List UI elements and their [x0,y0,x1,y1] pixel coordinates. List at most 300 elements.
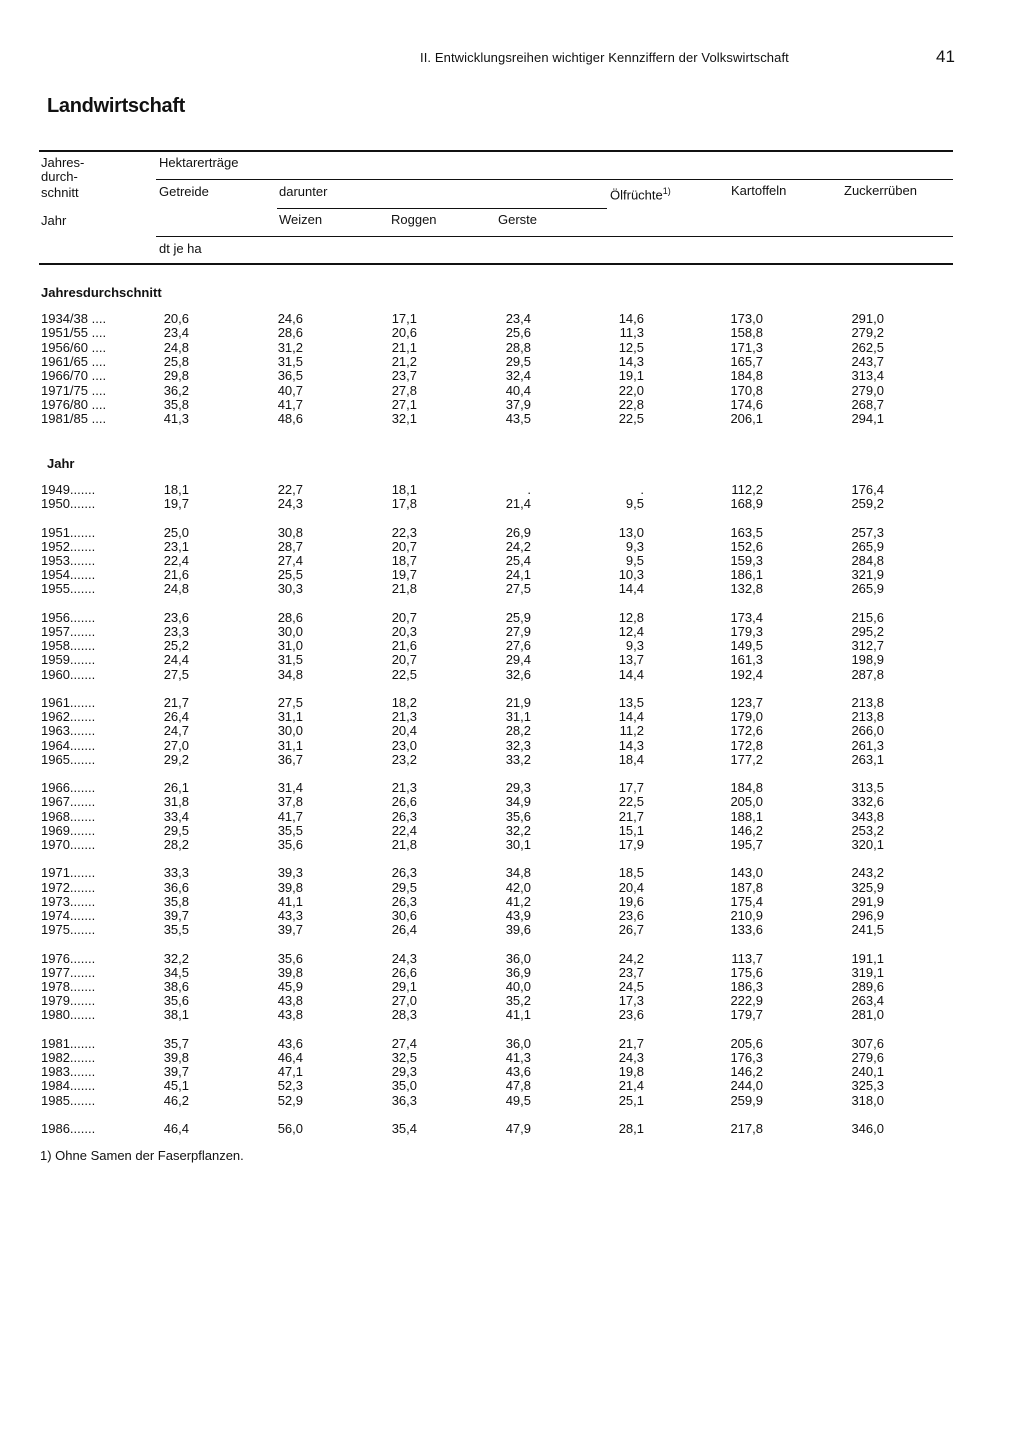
cell-kartoffeln: 175,6 [730,964,763,980]
cell-roggen: 36,3 [391,1092,417,1108]
table-row [39,554,953,568]
row-label [41,980,95,994]
cell-kartoffeln: 173,0 [730,311,763,326]
cell-zuckerrueben: 346,0 [851,1121,884,1136]
cell-weizen: 39,3 [277,865,303,881]
cell-zuckerrueben: 279,2 [851,325,884,341]
row-label [41,710,95,724]
cell-kartoffeln: 146,2 [730,822,763,838]
cell-zuckerrueben: 325,3 [851,1078,884,1094]
cell-roggen: 18,1 [391,482,417,497]
cell-oelfruechte: 24,2 [618,950,644,966]
row-label [41,1051,95,1065]
row-label-text: 1961/65 [41,353,88,369]
table-row [39,639,953,653]
cell-zuckerrueben: 265,9 [851,581,884,597]
cell-oelfruechte: 21,4 [618,1078,644,1094]
table-rule-bottom [39,263,953,265]
row-label [41,568,95,582]
cell-getreide: 25,8 [163,353,189,369]
cell-roggen: 26,3 [391,865,417,881]
row-label-text: 1971/75 [41,382,88,398]
cell-weizen: 47,1 [277,1064,303,1080]
cell-roggen: 22,3 [391,524,417,540]
cell-zuckerrueben: 332,6 [851,794,884,810]
cell-roggen: 32,5 [391,1050,417,1065]
leader-dots: ....... [69,1092,96,1108]
cell-zuckerrueben: 295,2 [851,624,884,639]
cell-weizen: 30,3 [277,581,303,597]
table-row [39,355,953,369]
running-head: II. Entwicklungsreihen wichtiger Kennziffern der Volkswirtschaft [420,50,789,65]
cell-weizen: 24,3 [277,496,303,512]
cell-getreide: 31,8 [163,794,189,810]
cell-roggen: 20,7 [391,538,417,554]
cell-oelfruechte: 14,3 [618,737,644,753]
cell-oelfruechte: 17,9 [618,837,644,852]
table-row [39,739,953,753]
leader-dots: ....... [69,609,96,625]
cell-zuckerrueben: 215,6 [851,609,884,625]
cell-roggen: 30,6 [391,908,417,923]
table-row [39,1094,953,1108]
cell-kartoffeln: 188,1 [730,808,763,824]
row-label [41,639,95,653]
row-label-text: 1951 [41,524,70,540]
leader-dots: .... [88,382,107,398]
table-row [39,1037,953,1051]
cell-weizen: 56,0 [277,1121,303,1136]
cell-kartoffeln: 192,4 [730,666,763,682]
cell-roggen: 21,8 [391,837,417,852]
leader-dots: ....... [69,808,96,824]
cell-kartoffeln: 152,6 [730,538,763,554]
cell-weizen: 27,4 [277,553,303,568]
cell-zuckerrueben: 313,4 [851,368,884,384]
leader-dots: ....... [69,780,96,796]
cell-getreide: 39,7 [163,1064,189,1080]
table-row [39,980,953,994]
cell-roggen: 21,2 [391,353,417,369]
cell-oelfruechte: 18,5 [618,865,644,881]
row-label [41,1037,95,1051]
row-label-text: 1985 [41,1092,70,1108]
col-head-kartoffeln: Kartoffeln [731,183,787,198]
cell-zuckerrueben: 213,8 [851,695,884,710]
cell-getreide: 24,4 [163,652,189,668]
col-head-gerste: Gerste [498,212,538,227]
cell-oelfruechte: 22,0 [618,382,644,398]
leader-dots: ....... [69,751,96,767]
row-label [41,909,95,923]
yield-table [39,150,953,1160]
cell-gerste: 27,5 [505,581,531,597]
cell-oelfruechte: 13,7 [618,652,644,668]
leader-dots: ....... [69,950,96,966]
cell-weizen: 35,6 [277,950,303,966]
cell-oelfruechte: 21,7 [618,808,644,824]
cell-gerste: 36,0 [505,950,531,966]
table-row [39,398,953,412]
row-label-text: 1958 [41,638,70,654]
row-label [41,326,106,340]
row-label [41,824,95,838]
table-row [39,582,953,596]
table-row [39,824,953,838]
cell-kartoffeln: 132,8 [730,581,763,597]
leader-dots: ....... [69,482,96,497]
table-row [39,369,953,383]
cell-getreide: 24,8 [163,581,189,597]
cell-gerste: 39,6 [505,922,531,938]
leader-dots: ....... [69,979,96,994]
cell-getreide: 26,1 [163,780,189,796]
leader-dots: ....... [69,893,96,909]
table-rule-darunter [277,208,607,209]
row-label [41,781,95,795]
leader-dots: ....... [69,1064,96,1080]
cell-weizen: 34,8 [277,666,303,682]
cell-weizen: 39,7 [277,922,303,938]
cell-gerste: 24,2 [505,538,531,554]
cell-gerste: 35,2 [505,993,531,1009]
cell-gerste: 27,6 [505,638,531,654]
table-row [39,795,953,809]
cell-roggen: 29,1 [391,979,417,994]
row-label [41,369,106,383]
row-label-text: 1971 [41,865,70,881]
row-label-text: 1952 [41,538,70,554]
cell-kartoffeln: 205,0 [730,794,763,810]
row-label-text: 1976/80 [41,396,88,412]
cell-gerste: 32,2 [505,822,531,838]
cell-weizen: 31,5 [277,652,303,668]
table-row [39,1122,953,1136]
cell-getreide: 38,6 [163,979,189,994]
cell-weizen: 45,9 [277,979,303,994]
row-label-text: 1978 [41,979,70,994]
cell-gerste: 25,6 [505,325,531,341]
cell-roggen: 20,3 [391,624,417,639]
cell-getreide: 23,3 [163,624,189,639]
row-label-text: 1976 [41,950,70,966]
cell-gerste: 35,6 [505,808,531,824]
cell-weizen: 28,6 [277,609,303,625]
cell-roggen: 18,7 [391,553,417,568]
cell-oelfruechte: 19,6 [618,893,644,909]
cell-gerste: 41,1 [505,1007,531,1023]
cell-getreide: 19,7 [163,496,189,512]
table-rule-group [156,179,953,180]
leader-dots: ....... [69,624,96,639]
cell-roggen: 26,6 [391,964,417,980]
cell-weizen: 28,7 [277,538,303,554]
leader-dots: ....... [69,1035,96,1051]
row-label [41,795,95,809]
row-label-text: 1957 [41,624,70,639]
row-label [41,838,95,852]
cell-roggen: 21,3 [391,709,417,725]
cell-zuckerrueben: 279,0 [851,382,884,398]
row-label [41,739,95,753]
cell-kartoffeln: 186,1 [730,567,763,583]
cell-oelfruechte: 23,6 [618,908,644,923]
cell-getreide: 23,4 [163,325,189,341]
cell-roggen: 23,2 [391,751,417,767]
leader-dots: ....... [69,666,96,682]
cell-gerste: 29,3 [505,780,531,796]
row-label-text: 1980 [41,1007,70,1023]
row-label [41,810,95,824]
leader-dots: .... [88,311,107,326]
cell-zuckerrueben: 320,1 [851,837,884,852]
cell-weizen: 25,5 [277,567,303,583]
cell-gerste: 21,4 [505,496,531,512]
cell-kartoffeln: 170,8 [730,382,763,398]
table-row [39,1079,953,1093]
cell-oelfruechte: 18,4 [618,751,644,767]
row-label-text: 1981/85 [41,411,88,427]
cell-weizen: 22,7 [277,482,303,497]
cell-zuckerrueben: 321,9 [851,567,884,583]
row-label-text: 1961 [41,695,70,710]
cell-getreide: 21,7 [163,695,189,710]
cell-weizen: 31,2 [277,339,303,355]
row-label-text: 1984 [41,1078,70,1094]
cell-getreide: 29,5 [163,822,189,838]
cell-roggen: 17,8 [391,496,417,512]
row-label-text: 1955 [41,581,70,597]
cell-gerste: 33,2 [505,751,531,767]
cell-getreide: 35,5 [163,922,189,938]
row-label-text: 1934/38 [41,311,88,326]
table-row [39,483,953,497]
cell-kartoffeln: 149,5 [730,638,763,654]
cell-weizen: 31,1 [277,709,303,725]
cell-oelfruechte: 20,4 [618,879,644,895]
cell-gerste: 24,1 [505,567,531,583]
row-label [41,384,106,398]
cell-zuckerrueben: 313,5 [851,780,884,796]
cell-gerste: 36,0 [505,1035,531,1051]
row-label [41,668,95,682]
cell-roggen: 32,1 [391,411,417,427]
cell-gerste: 41,3 [505,1050,531,1065]
row-label [41,1122,95,1136]
cell-getreide: 26,4 [163,709,189,725]
page-number: 41 [936,47,955,66]
cell-kartoffeln: 244,0 [730,1078,763,1094]
cell-kartoffeln: 172,6 [730,723,763,739]
cell-gerste: 34,9 [505,794,531,810]
cell-oelfruechte: 13,5 [618,695,644,710]
cell-oelfruechte: 9,3 [625,638,644,654]
cell-zuckerrueben: 291,9 [851,893,884,909]
cell-zuckerrueben: 241,5 [851,922,884,938]
cell-weizen: 39,8 [277,964,303,980]
row-label [41,1094,95,1108]
row-label-text: 1954 [41,567,70,583]
cell-oelfruechte: 23,7 [618,964,644,980]
cell-gerste: 36,9 [505,964,531,980]
table-row [39,1008,953,1022]
cell-roggen: 35,0 [391,1078,417,1094]
group-title-years: Jahr [47,456,75,471]
cell-zuckerrueben: 198,9 [851,652,884,668]
cell-gerste: 32,4 [505,368,531,384]
section-title: Landwirtschaft [47,95,186,117]
col-head-oelfruechte-label: Ölfrüchte [610,187,663,203]
cell-oelfruechte: 19,1 [618,368,644,384]
cell-getreide: 22,4 [163,553,189,568]
cell-zuckerrueben: 261,3 [851,737,884,753]
table-row [39,611,953,625]
cell-roggen: 20,6 [391,325,417,341]
cell-weizen: 31,4 [277,780,303,796]
row-label [41,866,95,880]
row-label-text: 1964 [41,737,70,753]
cell-weizen: 43,8 [277,1007,303,1023]
leader-dots: ....... [69,638,96,654]
cell-roggen: 17,1 [391,311,417,326]
row-label [41,966,95,980]
cell-weizen: 31,5 [277,353,303,369]
table-row [39,866,953,880]
cell-oelfruechte: 22,5 [618,794,644,810]
leader-dots: ....... [69,553,96,568]
table-row [39,384,953,398]
row-label [41,952,95,966]
cell-oelfruechte: 22,5 [618,411,644,427]
leader-dots: ....... [69,496,96,512]
cell-weizen: 39,8 [277,879,303,895]
leader-dots: ....... [69,879,96,895]
cell-getreide: 35,8 [163,396,189,412]
cell-roggen: 23,7 [391,368,417,384]
cell-weizen: 35,6 [277,837,303,852]
cell-kartoffeln: 184,8 [730,780,763,796]
cell-gerste: 40,4 [505,382,531,398]
cell-oelfruechte: 14,4 [618,666,644,682]
cell-getreide: 27,5 [163,666,189,682]
row-label-text: 1962 [41,709,70,725]
table-row [39,625,953,639]
cell-gerste: 21,9 [505,695,531,710]
row-label-text: 1977 [41,964,70,980]
row-label [41,696,95,710]
cell-getreide: 38,1 [163,1007,189,1023]
cell-roggen: 35,4 [391,1121,417,1136]
cell-getreide: 36,2 [163,382,189,398]
cell-weizen: 36,7 [277,751,303,767]
cell-kartoffeln: 158,8 [730,325,763,341]
cell-kartoffeln: 259,9 [730,1092,763,1108]
cell-roggen: 26,4 [391,922,417,938]
cell-getreide: 24,8 [163,339,189,355]
cell-weizen: 31,1 [277,737,303,753]
cell-weizen: 41,7 [277,396,303,412]
cell-getreide: 33,3 [163,865,189,881]
cell-zuckerrueben: 318,0 [851,1092,884,1108]
cell-oelfruechte: 24,3 [618,1050,644,1065]
cell-zuckerrueben: 253,2 [851,822,884,838]
cell-kartoffeln: 133,6 [730,922,763,938]
col-head-roggen: Roggen [391,212,437,227]
table-row [39,753,953,767]
cell-getreide: 39,7 [163,908,189,923]
cell-getreide: 32,2 [163,950,189,966]
table-row [39,810,953,824]
cell-gerste: 28,2 [505,723,531,739]
cell-oelfruechte: . [640,482,644,497]
cell-zuckerrueben: 312,7 [851,638,884,654]
cell-getreide: 35,6 [163,993,189,1009]
cell-weizen: 30,8 [277,524,303,540]
cell-roggen: 26,3 [391,808,417,824]
row-label [41,625,95,639]
leader-dots: ....... [69,538,96,554]
cell-zuckerrueben: 325,9 [851,879,884,895]
row-label-text: 1983 [41,1064,70,1080]
cell-gerste: 31,1 [505,709,531,725]
cell-weizen: 40,7 [277,382,303,398]
cell-zuckerrueben: 291,0 [851,311,884,326]
row-label [41,483,95,497]
cell-roggen: 27,0 [391,993,417,1009]
table-row [39,710,953,724]
cell-roggen: 27,8 [391,382,417,398]
stub-head-line-1: Jahres- [41,155,85,170]
cell-oelfruechte: 14,4 [618,581,644,597]
cell-roggen: 29,5 [391,879,417,895]
cell-weizen: 36,5 [277,368,303,384]
cell-getreide: 29,8 [163,368,189,384]
row-label [41,540,95,554]
row-label-text: 1966 [41,780,70,796]
cell-weizen: 52,9 [277,1092,303,1108]
leader-dots: .... [88,325,107,341]
cell-roggen: 24,3 [391,950,417,966]
group-label-hektarertraege: Hektarerträge [159,155,239,170]
cell-zuckerrueben: 268,7 [851,396,884,412]
cell-gerste: 26,9 [505,524,531,540]
cell-getreide: 46,2 [163,1092,189,1108]
cell-gerste: 34,8 [505,865,531,881]
row-label-text: 1949 [41,482,70,497]
cell-roggen: 27,1 [391,396,417,412]
cell-kartoffeln: 179,0 [730,709,763,725]
cell-getreide: 39,8 [163,1050,189,1065]
cell-zuckerrueben: 279,6 [851,1050,884,1065]
stub-head-year: Jahr [41,213,67,228]
cell-getreide: 23,1 [163,538,189,554]
cell-oelfruechte: 12,5 [618,339,644,355]
cell-getreide: 21,6 [163,567,189,583]
cell-gerste: 30,1 [505,837,531,852]
leader-dots: ....... [69,567,96,583]
cell-zuckerrueben: 257,3 [851,524,884,540]
cell-zuckerrueben: 319,1 [851,964,884,980]
cell-kartoffeln: 217,8 [730,1121,763,1136]
table-row [39,668,953,682]
leader-dots: ....... [69,737,96,753]
leader-dots: ....... [69,709,96,725]
col-head-zuckerrueben: Zuckerrüben [844,183,917,198]
cell-oelfruechte: 14,3 [618,353,644,369]
row-label [41,753,95,767]
table-row [39,909,953,923]
cell-kartoffeln: 161,3 [730,652,763,668]
